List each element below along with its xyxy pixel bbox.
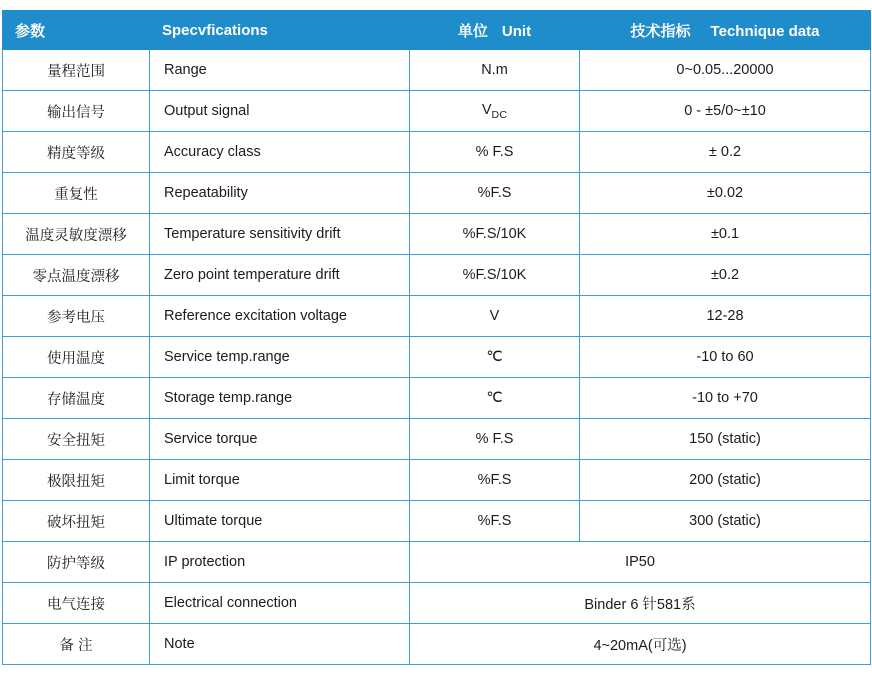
cell-unit: N.m bbox=[410, 50, 580, 91]
column-header-parameter: 参数 bbox=[3, 11, 150, 50]
cell-technique-data: ±0.2 bbox=[580, 255, 871, 296]
cell-parameter: 温度灵敏度漂移 bbox=[3, 214, 150, 255]
cell-unit: %F.S bbox=[410, 173, 580, 214]
cell-technique-data: 150 (static) bbox=[580, 419, 871, 460]
cell-parameter: 极限扭矩 bbox=[3, 460, 150, 501]
cell-specification: Ultimate torque bbox=[150, 501, 410, 542]
table-row bbox=[3, 173, 871, 214]
cell-specification: Storage temp.range bbox=[150, 378, 410, 419]
cell-specification: Range bbox=[150, 50, 410, 91]
table-row bbox=[3, 50, 871, 91]
table-header-row bbox=[3, 11, 871, 50]
cell-parameter: 备 注 bbox=[3, 624, 150, 665]
cell-specification: Zero point temperature drift bbox=[150, 255, 410, 296]
cell-technique-data: -10 to +70 bbox=[580, 378, 871, 419]
cell-technique-data: 4~20mA(可选) bbox=[410, 624, 871, 665]
cell-technique-data: 0~0.05...20000 bbox=[580, 50, 871, 91]
cell-technique-data: -10 to 60 bbox=[580, 337, 871, 378]
table-row bbox=[3, 460, 871, 501]
cell-unit: %F.S/10K bbox=[410, 214, 580, 255]
cell-technique-data: Binder 6 针581系 bbox=[410, 583, 871, 624]
table-row bbox=[3, 419, 871, 460]
cell-specification: Service torque bbox=[150, 419, 410, 460]
cell-unit: % F.S bbox=[410, 132, 580, 173]
cell-unit bbox=[410, 91, 580, 132]
cell-specification: Limit torque bbox=[150, 460, 410, 501]
column-header-unit-cn: 单位 bbox=[457, 22, 488, 40]
cell-unit: V bbox=[410, 296, 580, 337]
column-header-data-en: Technique data bbox=[710, 22, 820, 40]
cell-technique-data: 300 (static) bbox=[580, 501, 871, 542]
table-header bbox=[3, 11, 871, 50]
table-row bbox=[3, 91, 871, 132]
cell-specification: Electrical connection bbox=[150, 583, 410, 624]
cell-specification: Note bbox=[150, 624, 410, 665]
table-row bbox=[3, 214, 871, 255]
cell-specification: Output signal bbox=[150, 91, 410, 132]
table-row bbox=[3, 624, 871, 665]
column-header-data-cn: 技术指标 bbox=[630, 22, 691, 40]
cell-specification: IP protection bbox=[150, 542, 410, 583]
table-body bbox=[3, 50, 871, 665]
table-row bbox=[3, 583, 871, 624]
cell-parameter: 防护等级 bbox=[3, 542, 150, 583]
table-row bbox=[3, 296, 871, 337]
cell-unit-main: V bbox=[481, 101, 492, 118]
cell-parameter: 精度等级 bbox=[3, 132, 150, 173]
cell-parameter: 安全扭矩 bbox=[3, 419, 150, 460]
table-row bbox=[3, 337, 871, 378]
cell-parameter: 存储温度 bbox=[3, 378, 150, 419]
cell-technique-data: 200 (static) bbox=[580, 460, 871, 501]
cell-parameter: 使用温度 bbox=[3, 337, 150, 378]
table-row bbox=[3, 378, 871, 419]
cell-parameter: 量程范围 bbox=[3, 50, 150, 91]
specification-table bbox=[2, 10, 871, 665]
cell-specification: Reference excitation voltage bbox=[150, 296, 410, 337]
cell-parameter: 输出信号 bbox=[3, 91, 150, 132]
cell-technique-data: IP50 bbox=[410, 542, 871, 583]
table-row bbox=[3, 542, 871, 583]
cell-specification: Repeatability bbox=[150, 173, 410, 214]
cell-unit-subscript: DC bbox=[491, 108, 508, 121]
cell-parameter: 零点温度漂移 bbox=[3, 255, 150, 296]
cell-unit: ℃ bbox=[410, 378, 580, 419]
column-header-unit bbox=[410, 11, 580, 50]
cell-technique-data: ± 0.2 bbox=[580, 132, 871, 173]
cell-technique-data: 0 - ±5/0~±10 bbox=[580, 91, 871, 132]
column-header-unit-en: Unit bbox=[501, 22, 532, 40]
cell-specification: Service temp.range bbox=[150, 337, 410, 378]
cell-parameter: 破坏扭矩 bbox=[3, 501, 150, 542]
cell-specification: Accuracy class bbox=[150, 132, 410, 173]
cell-unit: % F.S bbox=[410, 419, 580, 460]
cell-technique-data: ±0.1 bbox=[580, 214, 871, 255]
cell-technique-data: ±0.02 bbox=[580, 173, 871, 214]
cell-parameter: 参考电压 bbox=[3, 296, 150, 337]
cell-unit: %F.S/10K bbox=[410, 255, 580, 296]
table-row bbox=[3, 255, 871, 296]
table-row bbox=[3, 132, 871, 173]
cell-specification: Temperature sensitivity drift bbox=[150, 214, 410, 255]
column-header-technique-data bbox=[580, 11, 871, 50]
cell-parameter: 重复性 bbox=[3, 173, 150, 214]
cell-unit: %F.S bbox=[410, 501, 580, 542]
column-header-specification: Specvfications bbox=[150, 11, 410, 50]
cell-unit: ℃ bbox=[410, 337, 580, 378]
cell-parameter: 电气连接 bbox=[3, 583, 150, 624]
cell-technique-data: 12-28 bbox=[580, 296, 871, 337]
cell-unit: %F.S bbox=[410, 460, 580, 501]
table-row bbox=[3, 501, 871, 542]
